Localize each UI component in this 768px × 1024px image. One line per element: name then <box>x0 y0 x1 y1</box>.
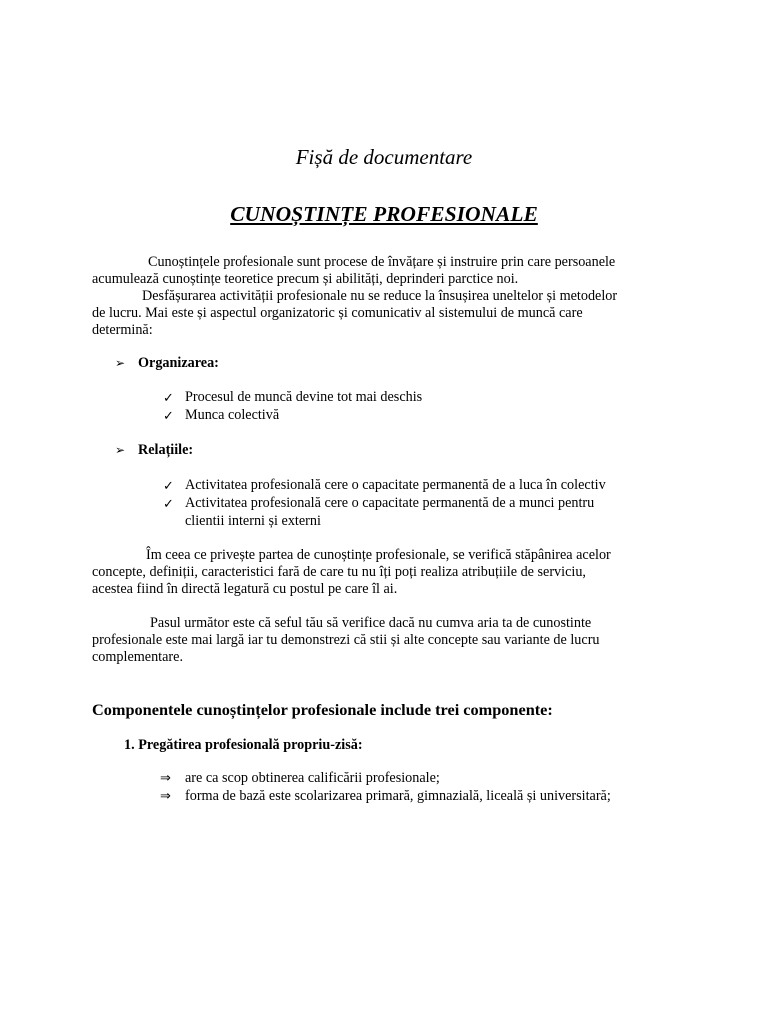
para4-line1: Pasul următor este că seful tău să verifice dacă nu cumva aria ta de cunostinte <box>150 615 592 631</box>
arrowhead-icon: ➢ <box>115 443 126 457</box>
section-title-organizarea: Organizarea: <box>138 355 219 371</box>
para3-line2: concepte, definiții, caracteristici fară de care tu nu îți poți realiza atribuțiile de serviciu, <box>92 564 586 580</box>
list-item: Activitatea profesională cere o capacitate permanentă de a munci pentru <box>185 495 595 511</box>
checkmark-icon: ✓ <box>163 408 174 423</box>
list-item: Procesul de muncă devine tot mai deschis <box>185 389 423 405</box>
intro-p1-line2: acumulează cunoștințe teoretice precum și abilități, deprinderi parctice noi. <box>92 271 519 287</box>
intro-p1-line1: Cunoștințele profesionale sunt procese de învățare și instruire prin care persoanele <box>148 254 616 270</box>
arrowhead-icon: ➢ <box>115 356 126 370</box>
component-point: are ca scop obtinerea calificării profesionale; <box>185 770 440 786</box>
list-item: Munca colectivă <box>185 407 280 423</box>
implies-arrow-icon: ⇒ <box>160 771 171 786</box>
checkmark-icon: ✓ <box>163 390 174 405</box>
intro-p2-line3: determină: <box>92 322 153 338</box>
para3-line1: Îm ceea ce privește partea de cunoștințe profesionale, se verifică stăpânirea acelor <box>146 547 611 563</box>
para3-line3: acestea fiind în directă legatură cu postul pe care îl ai. <box>92 581 398 597</box>
checkmark-icon: ✓ <box>163 478 174 493</box>
implies-arrow-icon: ⇒ <box>160 789 171 804</box>
para4-line2: profesionale este mai largă iar tu demonstrezi că stii și alte concepte sau variante de lucru <box>92 632 600 648</box>
intro-p2-line2: de lucru. Mai este și aspectul organizatoric și comunicativ al sistemului de muncă care <box>92 305 583 321</box>
intro-p2-line1: Desfășurarea activității profesionale nu se reduce la însușirea uneltelor și metodelor <box>142 288 618 304</box>
list-item-continuation: clientii interni și externi <box>185 513 321 529</box>
components-heading: Componentele cunoștințelor profesionale include trei componente: <box>92 700 553 719</box>
list-item: Activitatea profesională cere o capacitate permanentă de a luca în colectiv <box>185 477 606 493</box>
document-heading: CUNOȘTINȚE PROFESIONALE <box>230 202 538 226</box>
checkmark-icon: ✓ <box>163 496 174 511</box>
document-title: Fișă de documentare <box>295 145 473 169</box>
para4-line3: complementare. <box>92 649 183 665</box>
component-1-title: 1. Pregătirea profesională propriu-zisă: <box>124 737 363 753</box>
section-title-relatiile: Relațiile: <box>138 442 194 458</box>
component-point: forma de bază este scolarizarea primară, gimnazială, liceală și universitară; <box>185 788 611 804</box>
